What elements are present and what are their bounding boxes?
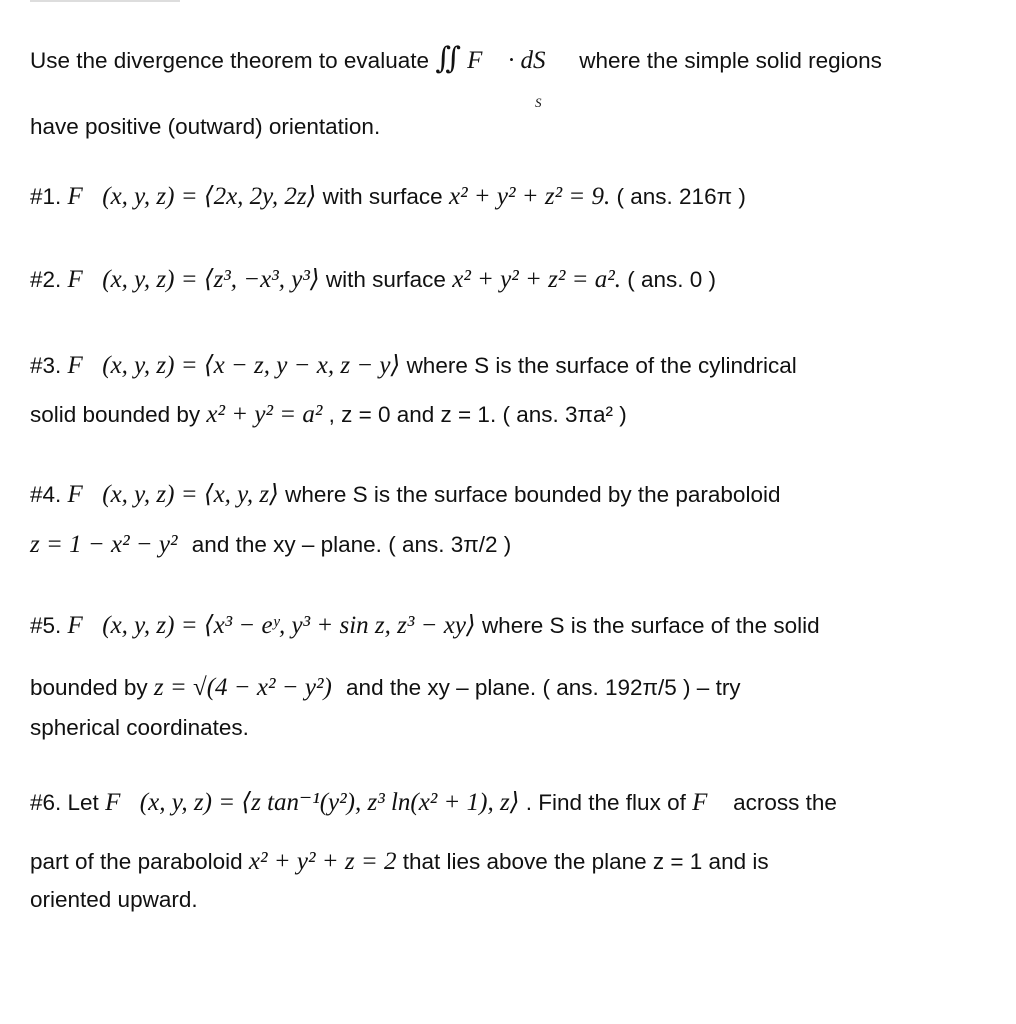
double-integral-sign: ∬ — [435, 41, 461, 76]
intro-text-after: where the simple solid regions — [579, 48, 882, 73]
vector-field: F⃗(x, y, z) = ⟨z tan⁻¹(y²), z³ ln(x² + 1), z⟩ — [105, 789, 520, 816]
problem-label: #5. — [30, 613, 62, 638]
intro-line-2: have positive (outward) orientation. — [30, 114, 381, 139]
vector-field: F⃗(x, y, z) = ⟨2x, 2y, 2z⟩ — [67, 183, 317, 210]
problem-text: that lies above the plane z = 1 and is — [402, 849, 769, 874]
vector-field: F⃗(x, y, z) = ⟨x, y, z⟩ — [67, 481, 279, 508]
problem-3 — [30, 351, 797, 381]
answer: ( ans. 3πa² ) — [502, 402, 627, 427]
problem-text: part of the paraboloid — [30, 849, 243, 874]
integrand: F⃗ · dS⃗ — [467, 47, 565, 74]
problem-5-line-3: spherical coordinates. — [30, 715, 249, 740]
problem-5 — [30, 611, 820, 641]
answer: ( ans. 3π/2 ) — [388, 532, 512, 557]
problem-4 — [30, 480, 780, 510]
problem-3-line-2 — [30, 400, 627, 430]
integral-subscript: S — [535, 95, 542, 110]
problem-6 — [30, 788, 837, 818]
problem-text: where S is the surface of the cylindrical — [406, 353, 797, 378]
problem-4-line-2 — [30, 530, 511, 560]
problem-text: where S is the surface bounded by the paraboloid — [285, 482, 781, 507]
intro-line-1 — [30, 41, 882, 76]
vector-field: F⃗(x, y, z) = ⟨x − z, y − x, z − y⟩ — [67, 352, 401, 379]
answer: ( ans. 216π ) — [616, 184, 746, 209]
answer: ( ans. 192π/5 ) – try — [542, 675, 741, 700]
surface-equation: x² + y² + z² = a². — [452, 266, 621, 293]
top-divider — [30, 0, 180, 2]
vector-field: F⃗(x, y, z) = ⟨x³ − eʸ, y³ + sin z, z³ − xy⟩ — [67, 612, 476, 639]
answer: ( ans. 0 ) — [627, 267, 717, 292]
field-symbol: F⃗ — [692, 789, 727, 816]
problem-text: and the xy – plane. — [346, 675, 537, 700]
problem-2 — [30, 265, 716, 295]
surface-equation: x² + y² + z² = 9. — [448, 183, 611, 210]
vector-field: F⃗(x, y, z) = ⟨z³, −x³, y³⟩ — [67, 266, 320, 293]
problem-text: and the xy – plane. — [191, 532, 382, 557]
problem-text: solid bounded by — [30, 402, 201, 427]
problem-6-line-2 — [30, 847, 769, 877]
intro-text: Use the divergence theorem to evaluate — [30, 48, 429, 73]
problem-5-line-2 — [30, 673, 741, 703]
problem-text: bounded by — [30, 675, 148, 700]
surface-equation: x² + y² = a² — [206, 401, 323, 428]
problem-text: with surface — [325, 267, 446, 292]
surface-equation: x² + y² + z = 2 — [248, 848, 397, 875]
problem-text: , z = 0 and z = 1. — [328, 402, 497, 427]
surface-equation: z = √(4 − x² − y²) — [153, 674, 332, 701]
surface-equation: z = 1 − x² − y² — [30, 531, 178, 558]
problem-label: #6. Let — [30, 790, 99, 815]
problem-label: #3. — [30, 353, 62, 378]
problem-text: across the — [733, 790, 837, 815]
problem-text: with surface — [322, 184, 443, 209]
problem-label: #2. — [30, 267, 62, 292]
problem-text: . Find the flux of — [525, 790, 686, 815]
problem-1 — [30, 182, 746, 212]
problem-label: #4. — [30, 482, 62, 507]
problem-text: where S is the surface of the solid — [481, 613, 820, 638]
problem-6-line-3: oriented upward. — [30, 887, 198, 912]
problem-label: #1. — [30, 184, 62, 209]
